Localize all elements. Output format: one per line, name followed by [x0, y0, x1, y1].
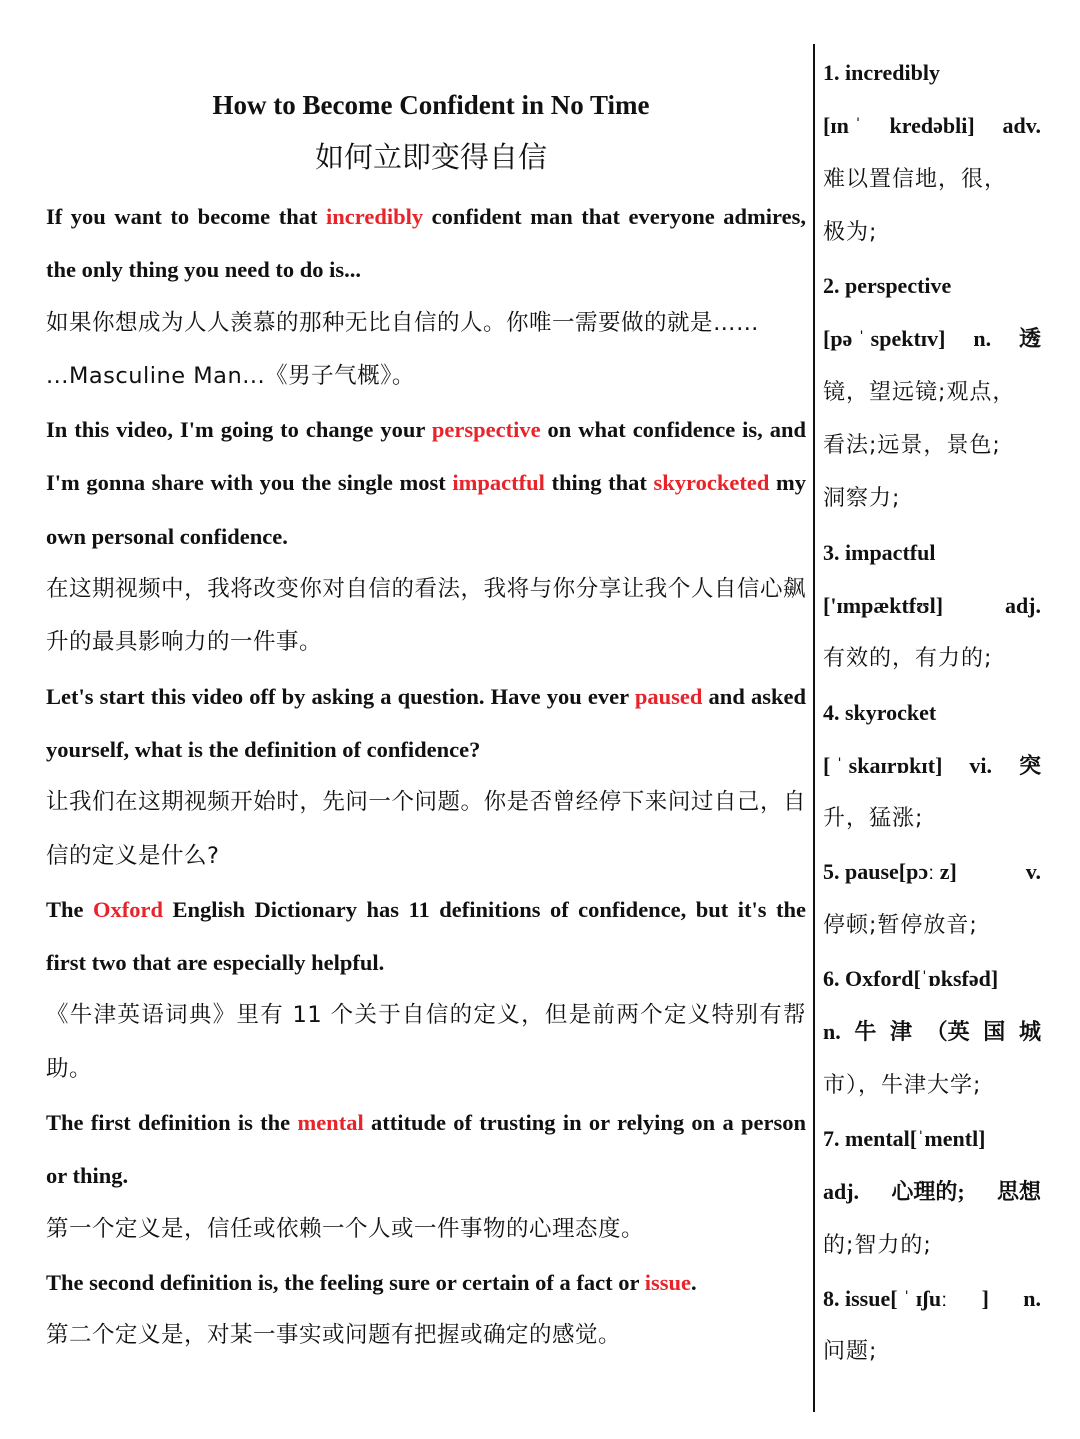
text-run: thing that [544, 470, 654, 496]
vocab-cell: ] [981, 1285, 989, 1311]
text-run: In this video, I'm going to change your [46, 417, 432, 443]
english-paragraph [46, 883, 806, 990]
highlighted-word: incredibly [326, 204, 424, 229]
chinese-translation: 第二个定义是，对某一事实或问题有把握或确定的感觉。 [46, 1322, 622, 1349]
vocab-cell: [ ˈ skaɪrɒkɪt] [823, 752, 943, 778]
vocab-definition: 镜，望远镜;观点， [823, 379, 1016, 405]
text-run: Let's start this video off by asking a question. Have you ever [46, 683, 635, 709]
vocab-cell: [ɪn ˈ [823, 113, 862, 139]
vocab-cell: 突 [1018, 752, 1041, 778]
vocab-headword: 4. skyrocket [823, 699, 937, 725]
chinese-translation: 在这期视频中，我将改变你对自信的看法，我将与你分享让我个人自信心飙升的最具影响力的一件事。 [46, 576, 806, 656]
vocab-phonetic-line [823, 312, 1041, 365]
vocab-cell: （英 [925, 1019, 970, 1045]
vocab-definition: 的;智力的; [823, 1232, 932, 1258]
vocab-cell: 牛 [854, 1019, 877, 1045]
vocab-headword: 6. Oxford[ˈɒksfəd] [823, 966, 999, 992]
vocab-cell: adv. [1002, 113, 1041, 139]
vocab-definition: 洞察力; [823, 486, 901, 512]
chinese-translation: 第一个定义是，信任或依赖一个人或一件事物的心理态度。 [46, 1215, 645, 1242]
vocab-cell: 8. issue[ ˈ ɪʃuː [823, 1285, 948, 1311]
vocab-definition: 看法;远景，景色; [823, 433, 1001, 459]
highlighted-word: issue [644, 1269, 691, 1295]
highlighted-word: mental [297, 1110, 364, 1136]
text-run: confident man that everyone admires, the only thing you need to do is... [46, 204, 806, 283]
chinese-translation: 让我们在这期视频开始时，先问一个问题。你是否曾经停下来问过自己，自信的定义是什么? [46, 789, 806, 869]
vocab-phonetic-line [823, 845, 1041, 898]
vocab-definition: 问题; [823, 1339, 878, 1365]
vocab-phonetic-line [823, 1005, 1041, 1058]
vocab-definition: 有效的，有力的; [823, 646, 993, 672]
vocab-cell: 透 [1018, 326, 1041, 352]
vocab-definition: 极为; [823, 219, 878, 245]
vocab-definition: 升，猛涨; [823, 806, 924, 832]
chinese-translation: 如果你想成为人人羡慕的那种无比自信的人。你唯一需要做的就是…… [46, 309, 760, 336]
vocab-cell: n. [823, 1019, 841, 1045]
text-run: and asked yourself, what is the definition of confidence? [46, 683, 806, 762]
vocabulary-column [823, 46, 1041, 1378]
vocab-headword: 1. incredibly [823, 60, 940, 85]
vocab-cell: n. [973, 326, 992, 352]
vocab-cell: adj. [823, 1179, 860, 1205]
highlighted-word: paused [634, 683, 703, 709]
vocab-phonetic-line [823, 99, 1041, 152]
paragraph-list [46, 190, 806, 1363]
highlighted-word: perspective [431, 417, 541, 443]
text-run: If you want to become that [46, 204, 326, 229]
english-paragraph [46, 403, 806, 563]
vocab-headword: 2. perspective [823, 273, 952, 299]
vocab-phonetic-line [823, 579, 1041, 632]
highlighted-word: impactful [452, 470, 545, 496]
vocab-cell: 5. pause[pɔː z] [823, 859, 957, 885]
vocab-cell: kredəbli] [889, 113, 975, 139]
text-run: my own personal confidence. [46, 470, 806, 549]
vocab-cell: [pə ˈ spektɪv] [823, 326, 946, 352]
text-run: The second definition is, the feeling sure or certain of a fact or [46, 1269, 645, 1295]
text-run: The first definition is the [46, 1110, 298, 1136]
column-divider [813, 44, 815, 1412]
english-paragraph [46, 670, 806, 777]
vocab-cell: v. [1025, 859, 1041, 885]
highlighted-word: skyrocketed [653, 470, 770, 496]
english-paragraph [46, 1096, 806, 1203]
text-run: attitude of trusting in or relying on a person or thing. [46, 1110, 806, 1189]
text-run: . [690, 1269, 697, 1295]
english-paragraph [46, 1256, 806, 1309]
vocab-definition: 市），牛津大学; [823, 1072, 982, 1098]
main-column [46, 78, 806, 1363]
vocab-cell: 津 [890, 1019, 913, 1045]
vocab-headword: 7. mental[ˈmentl] [823, 1125, 986, 1151]
vocab-cell: 国 [983, 1019, 1006, 1045]
title-english: How to Become Confident in No Time [212, 90, 650, 120]
text-run: English Dictionary has 11 definitions of confidence, but it's the first two that are especially helpful. [46, 896, 807, 976]
title-chinese: 如何立即变得自信 [314, 140, 547, 174]
vocab-cell: n. [1023, 1285, 1041, 1311]
highlighted-word: Oxford [93, 896, 163, 922]
vocab-definition: 停顿;暂停放音; [823, 912, 978, 938]
vocab-phonetic-line [823, 1165, 1041, 1218]
vocab-phonetic-line [823, 1272, 1041, 1325]
text-run: on what confidence is, and I'm gonna share with you the single most [46, 417, 806, 496]
vocab-definition: 难以置信地，很， [823, 166, 1008, 192]
english-paragraph [46, 190, 806, 297]
vocab-cell: ['ɪmpæktfʊl] [823, 592, 944, 618]
vocab-phonetic-line [823, 739, 1041, 792]
chinese-translation: ...Masculine Man...《男子气概》。 [46, 362, 415, 389]
text-run: The [46, 896, 93, 922]
vocab-cell: 心理的; [891, 1179, 965, 1205]
vocab-cell: 思想 [996, 1179, 1041, 1205]
vocab-headword: 3. impactful [823, 539, 936, 565]
vocab-cell: adj. [1004, 592, 1041, 618]
chinese-translation: 《牛津英语词典》里有 11 个关于自信的定义，但是前两个定义特别有帮助。 [46, 1002, 806, 1082]
vocab-cell: vi. [969, 752, 992, 778]
vocab-cell: 城 [1018, 1019, 1041, 1045]
